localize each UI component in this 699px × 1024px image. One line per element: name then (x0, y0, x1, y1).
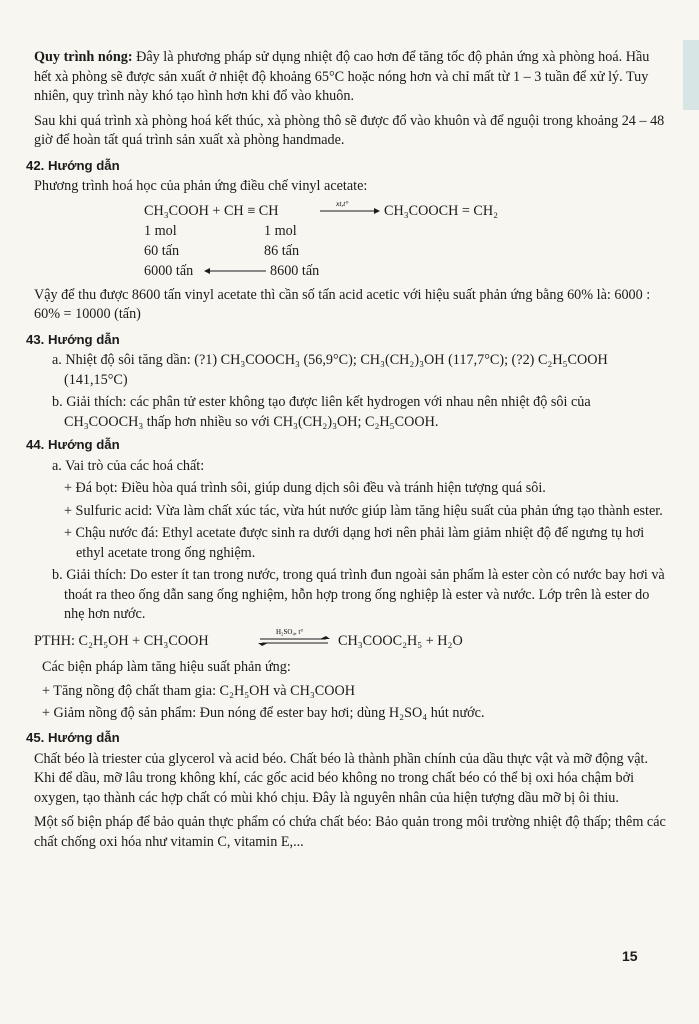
s44-pthh-left: PTHH: C₂H₅OH + CH₃COOH (34, 632, 209, 649)
heading-42: 42. Hướng dẫn (26, 157, 120, 173)
s42-equation (34, 198, 666, 222)
s42-conclusion: Vậy để thu được 8600 tấn vinyl acetate thì cần số tấn acid acetic với hiệu suất phản ứng bằng 60% là: 6000 : 60% = 10000 (tấn) (34, 286, 651, 322)
s42-r1a: 1 mol (144, 222, 177, 239)
s42-eq-right: CH₃COOCH = CH₂ (384, 202, 499, 219)
s42-eq-cond: xt,t° (336, 198, 349, 208)
s44-pthh-arrow (258, 626, 330, 657)
hot-process-paragraph (34, 48, 666, 107)
s42-row-result (34, 262, 666, 282)
saponification-paragraph: Sau khi quá trình xà phòng hoá kết thúc, xà phòng thô sẽ được đổ vào khuôn và để nguội trong khoảng 24 – 48 giờ để hoàn tất quá trình sản xuất xà phòng handmade. (34, 112, 665, 148)
s43-a: a. Nhiệt độ sôi tăng dần: (?1) CH₃COOCH₃ (56,9°C); CH₃(CH₂)₃OH (117,7°C); (?2) C₂H₅COOH (141,15°C) (52, 352, 608, 388)
s44-measure: + Tăng nồng độ chất tham gia: C₂H₅OH và CH₃COOH (42, 683, 355, 699)
s44-b: b. Giải thích: Do ester ít tan trong nước, trong quá trình đun ngoài sản phẩm là ester còn có nước bay hơi và thoát ra theo ống dẫn sang ống nghiệm, hỗn hợp trong ống nghiệp là ester và nước. Lớp trên là ester do nhẹ hơn nước. (52, 567, 665, 622)
s44-a-item: + Đá bọt: Điều hòa quá trình sôi, giúp dung dịch sôi đều và tránh hiện tượng quá sôi. (64, 480, 546, 496)
s43-b: b. Giải thích: các phân tử ester không tạo được liên kết hydrogen với nhau nên nhiệt độ sôi của CH₃COOCH₃ thấp hơn nhiều so với CH₃(CH₂)₃OH; C₂H₅COOH. (52, 394, 591, 430)
reaction-arrow-icon (318, 198, 380, 218)
s42-r3b: 8600 tấn (270, 262, 320, 279)
s45-p2: Một số biện pháp để bảo quản thực phẩm có chứa chất béo: Bảo quản trong môi trường nhiệt độ thấp; thêm các chất chống oxi hóa như vitamin C, vitamin E,... (34, 814, 666, 850)
s42-r3a: 6000 tấn (144, 262, 194, 279)
s42-r2a: 60 tấn (144, 242, 180, 259)
s44-a-title: a. Vai trò của các hoá chất: (52, 457, 205, 474)
document-page (26, 48, 666, 857)
hot-process-label: Quy trình nóng: (34, 49, 133, 65)
s45-p1: Chất béo là triester của glycerol và acid béo. Chất béo là thành phần chính của dầu thực vật và mỡ động vật. Khi để dầu, mỡ lâu trong không khí, các gốc acid béo không no trong chất béo có thể bị oxi hóa chậm bởi oxygen, tạo thành các hợp chất có mùi khó chịu. Đây là nguyên nhân của hiện tượng dầu mỡ bị ôi thiu. (34, 750, 649, 806)
equilibrium-arrow-icon (258, 626, 330, 650)
s42-row-mol (34, 222, 666, 242)
s44-a-item: + Sulfuric acid: Vừa làm chất xúc tác, vừa hút nước giúp làm tăng hiệu suất của phản ứng tạo thành ester. (64, 502, 663, 519)
page-number: 15 (622, 948, 638, 964)
s44-pthh (34, 628, 666, 654)
hot-process-text: Đây là phương pháp sử dụng nhiệt độ cao hơn để tăng tốc độ phản ứng xà phòng hoá. Hầu hết xà phòng sẽ được sản xuất ở nhiệt độ khoảng 65°C hoặc nóng hơn và chỉ mất từ 1 – 3 tuần để xử lý. Tuy nhiên, quy trình này khó tạo hình hơn khi đổ vào khuôn. (34, 49, 650, 104)
s44-measure: + Giảm nồng độ sản phẩm: Đun nóng để ester bay hơi; dùng H₂SO₄ hút nước. (42, 704, 485, 721)
left-arrow-icon (204, 264, 266, 285)
s44-pthh-right: CH₃COOC₂H₅ + H₂O (338, 632, 463, 649)
s42-r2b: 86 tấn (264, 242, 300, 259)
page-edge-tab (683, 40, 699, 110)
s44-measures-title: Các biện pháp làm tăng hiệu suất phản ứng: (42, 658, 291, 675)
s42-eq-arrow (318, 198, 380, 225)
s42-row-mass (34, 242, 666, 262)
heading-43: 43. Hướng dẫn (26, 331, 120, 347)
s42-r1b: 1 mol (264, 222, 297, 239)
heading-44: 44. Hướng dẫn (26, 437, 120, 452)
s44-a-item: + Chậu nước đá: Ethyl acetate được sinh ra dưới dạng hơi nên phải làm giảm nhiệt độ để ngưng tụ hơi ethyl acetate trong ống nghiệm. (64, 525, 645, 561)
s42-eq-left: CH₃COOH + CH ≡ CH (144, 202, 279, 219)
s42-intro: Phương trình hoá học của phản ứng điều chế vinyl acetate: (34, 178, 368, 194)
s44-pthh-cond: H₂SO₄, t° (276, 627, 304, 636)
heading-45: 45. Hướng dẫn (26, 730, 120, 745)
